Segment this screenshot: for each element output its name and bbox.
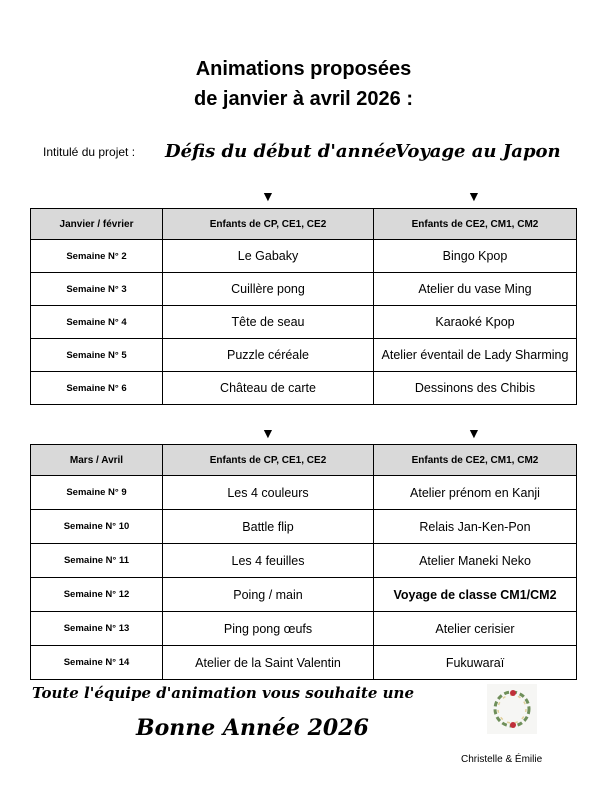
activity-cell: Tête de seau [163,306,374,339]
table-row [31,578,577,612]
week-cell: Semaine N° 13 [31,612,163,646]
activity-cell: Ping pong œufs [163,612,374,646]
title-line-1: Animations proposées [195,58,412,80]
week-cell: Semaine N° 3 [31,273,163,306]
activity-cell: Dessinons des Chibis [374,372,577,405]
header-group-1: Enfants de CP, CE1, CE2 [163,445,374,476]
activity-cell: Cuillère pong [163,273,374,306]
footer-greeting: Bonne Année 2026 [136,715,369,741]
table-row [31,612,577,646]
arrow-down-icon: ▼ [261,188,275,204]
activity-cell: Atelier de la Saint Valentin [163,646,374,680]
project-1-title: Défis du début d'année [165,141,397,162]
table-row [31,372,577,405]
week-cell: Semaine N° 14 [31,646,163,680]
activity-cell: Atelier du vase Ming [374,273,577,306]
activity-cell: Les 4 couleurs [163,476,374,510]
signature: Christelle & Émilie [461,754,543,765]
week-cell: Semaine N° 5 [31,339,163,372]
activity-cell: Battle flip [163,510,374,544]
schedule-table-mar-apr [30,444,577,680]
activity-cell: Atelier Maneki Neko [374,544,577,578]
schedule-table-jan-feb [30,208,577,405]
table-row [31,306,577,339]
activity-cell: Fukuwaraï [374,646,577,680]
activity-cell: Puzzle céréale [163,339,374,372]
activity-cell: Le Gabaky [163,240,374,273]
header-period: Janvier / février [31,209,163,240]
activity-cell: Bingo Kpop [374,240,577,273]
activity-cell: Château de carte [163,372,374,405]
week-cell: Semaine N° 12 [31,578,163,612]
week-cell: Semaine N° 6 [31,372,163,405]
table-row [31,240,577,273]
table-row [31,339,577,372]
week-cell: Semaine N° 10 [31,510,163,544]
week-cell: Semaine N° 2 [31,240,163,273]
project-2-title: Voyage au Japon [395,141,561,162]
arrow-down-icon: ▼ [261,425,275,441]
activity-cell: Atelier prénom en Kanji [374,476,577,510]
activity-cell: Voyage de classe CM1/CM2 [374,578,577,612]
table-header-row [31,209,577,240]
week-cell: Semaine N° 11 [31,544,163,578]
header-group-1: Enfants de CP, CE1, CE2 [163,209,374,240]
week-cell: Semaine N° 9 [31,476,163,510]
activity-cell: Atelier éventail de Lady Sharming [374,339,577,372]
header-group-2: Enfants de CE2, CM1, CM2 [374,445,577,476]
week-cell: Semaine N° 4 [31,306,163,339]
table-row [31,476,577,510]
table-row [31,273,577,306]
activity-cell: Karaoké Kpop [374,306,577,339]
arrow-down-icon: ▼ [467,188,481,204]
activity-cell: Les 4 feuilles [163,544,374,578]
table-row [31,544,577,578]
table-row [31,510,577,544]
header-period: Mars / Avril [31,445,163,476]
header-group-2: Enfants de CE2, CM1, CM2 [374,209,577,240]
activity-cell: Atelier cerisier [374,612,577,646]
activity-cell: Relais Jan-Ken-Pon [374,510,577,544]
arrow-down-icon: ▼ [467,425,481,441]
wreath-image [487,684,537,734]
project-label: Intitulé du projet : [43,145,136,159]
table-row [31,646,577,680]
table-header-row [31,445,577,476]
title-line-2: de janvier à avril 2026 : [193,88,414,110]
footer-wish: Toute l'équipe d'animation vous souhaite une [32,684,415,702]
activity-cell: Poing / main [163,578,374,612]
